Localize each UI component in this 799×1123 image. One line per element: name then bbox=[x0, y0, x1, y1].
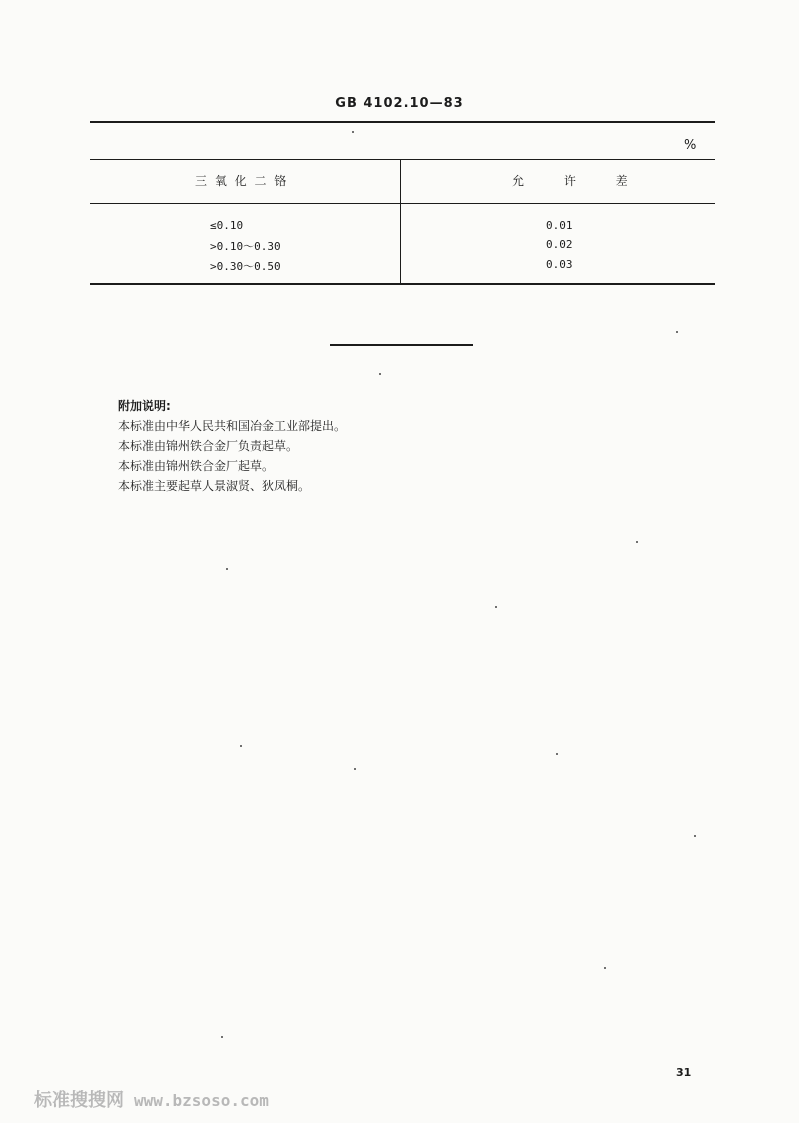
watermark bbox=[34, 1086, 269, 1112]
table-cell-tolerance: 0.02 bbox=[546, 238, 573, 251]
table-top-rule bbox=[90, 121, 715, 123]
watermark-url: www.bzsoso.com bbox=[134, 1091, 269, 1110]
column-header-chromium-oxide: 三 氧 化 二 铬 bbox=[195, 174, 289, 188]
section-end-rule bbox=[330, 344, 473, 346]
notes-line: 本标准由锦州铁合金厂负责起草。 bbox=[118, 439, 299, 453]
watermark-site-name: 标准搜搜网 bbox=[34, 1090, 124, 1111]
notes-line: 本标准由锦州铁合金厂起草。 bbox=[118, 459, 275, 473]
table-bottom-rule bbox=[90, 283, 715, 285]
table-column-divider bbox=[400, 160, 401, 284]
scan-speck bbox=[676, 331, 678, 333]
table-cell-tolerance: 0.03 bbox=[546, 258, 573, 271]
notes-line: 本标准主要起草人景淑贤、狄凤桐。 bbox=[118, 479, 311, 493]
scan-speck bbox=[226, 568, 228, 570]
column-header-tolerance: 允 许 差 bbox=[512, 174, 646, 188]
scan-speck bbox=[221, 1036, 223, 1038]
table-cell-range: >0.30～0.50 bbox=[210, 260, 281, 273]
scan-speck bbox=[636, 541, 638, 543]
table-header-top-rule bbox=[90, 159, 715, 160]
table-cell-range: >0.10～0.30 bbox=[210, 240, 281, 253]
table-header-bottom-rule bbox=[90, 203, 715, 204]
scan-speck bbox=[379, 373, 381, 375]
additional-notes bbox=[118, 396, 346, 496]
scan-speck bbox=[495, 606, 497, 608]
scan-speck bbox=[354, 768, 356, 770]
scan-speck bbox=[556, 753, 558, 755]
notes-title: 附加说明: bbox=[118, 399, 171, 413]
scan-speck bbox=[240, 745, 242, 747]
scan-speck bbox=[694, 835, 696, 837]
table-cell-range: ≤0.10 bbox=[210, 219, 244, 232]
scan-speck bbox=[352, 131, 354, 133]
unit-label: % bbox=[684, 138, 697, 153]
scan-speck bbox=[604, 967, 606, 969]
notes-line: 本标准由中华人民共和国冶金工业部提出。 bbox=[118, 419, 347, 433]
document-code: GB 4102.10—83 bbox=[335, 96, 464, 111]
page-number: 31 bbox=[676, 1066, 692, 1079]
table-cell-tolerance: 0.01 bbox=[546, 219, 573, 232]
